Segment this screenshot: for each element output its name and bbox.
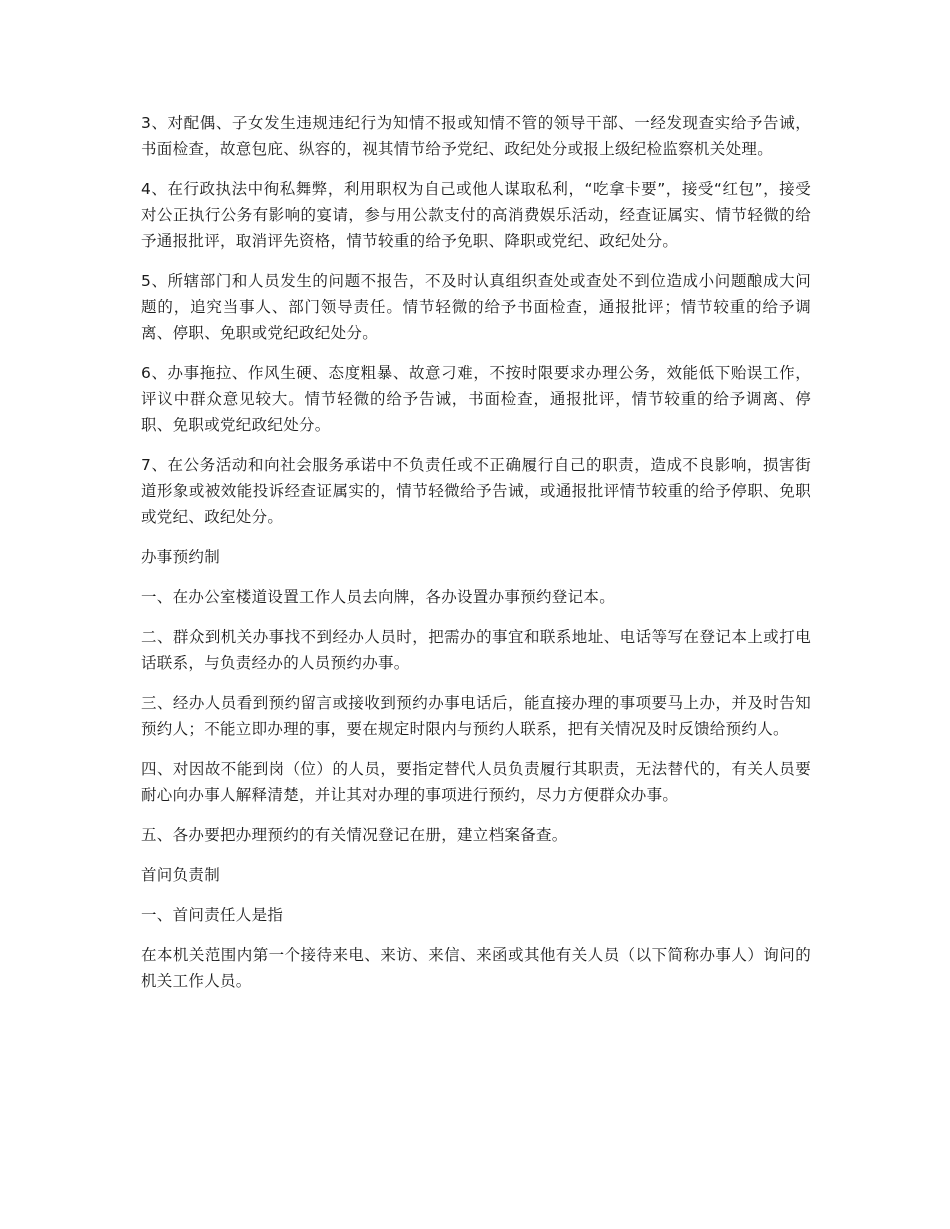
- first-inquiry-item-1: 一、首问责任人是指: [141, 906, 284, 924]
- section-title-first-inquiry: 首问负责制: [141, 866, 221, 884]
- paragraph-rule-6: 6、办事拖拉、作风生硬、态度粗暴、故意刁难，不按时限要求办理公务，效能低下贻误工作，评议中群众意见较大。情节轻微的给予告诫，书面检查，通报批评，情节较重的给予调离、停职、免职或党纪政纪处分。: [141, 364, 811, 434]
- appointment-item-1: 一、在办公室楼道设置工作人员去向牌，各办设置办事预约登记本。: [141, 588, 616, 606]
- appointment-item-5: 五、各办要把办理预约的有关情况登记在册，建立档案备查。: [141, 826, 568, 844]
- first-inquiry-item-2: 在本机关范围内第一个接待来电、来访、来信、来函或其他有关人员（以下简称办事人）询问的机关工作人员。: [141, 946, 811, 990]
- appointment-item-2: 二、群众到机关办事找不到经办人员时，把需办的事宜和联系地址、电话等写在登记本上或打电话联系，与负责经办的人员预约办事。: [141, 628, 811, 672]
- paragraph-rule-3: 3、对配偶、子女发生违规违纪行为知情不报或知情不管的领导干部、一经发现查实给予告诫，书面检查，故意包庇、纵容的，视其情节给予党纪、政纪处分或报上级纪检监察机关处理。: [141, 114, 811, 158]
- paragraph-rule-4: 4、在行政执法中徇私舞弊，利用职权为自己或他人谋取私利，“吃拿卡要”，接受“红包”，接受对公正执行公务有影响的宴请，参与用公款支付的高消费娱乐活动，经查证属实、情节轻微的给予通报批评，取消评先资格，情节较重的给予免职、降职或党纪、政纪处分。: [141, 180, 811, 250]
- appointment-item-4: 四、对因故不能到岗（位）的人员，要指定替代人员负责履行其职责，无法替代的，有关人员要耐心向办事人解释清楚，并让其对办理的事项进行预约，尽力方便群众办事。: [141, 760, 811, 804]
- document-page: [141, 110, 811, 1008]
- paragraph-rule-5: 5、所辖部门和人员发生的问题不报告，不及时认真组织查处或查处不到位造成小问题酿成大问题的，追究当事人、部门领导责任。情节轻微的给予书面检查，通报批评；情节较重的给予调离、停职、免职或党纪政纪处分。: [141, 272, 811, 342]
- appointment-item-3: 三、经办人员看到预约留言或接收到预约办事电话后，能直接办理的事项要马上办，并及时告知预约人；不能立即办理的事，要在规定时限内与预约人联系，把有关情况及时反馈给预约人。: [141, 694, 811, 738]
- section-title-appointment: 办事预约制: [141, 548, 221, 566]
- paragraph-rule-7: 7、在公务活动和向社会服务承诺中不负责任或不正确履行自己的职责，造成不良影响，损害街道形象或被效能投诉经查证属实的，情节轻微给予告诫，或通报批评情节较重的给予停职、免职或党纪、政纪处分。: [141, 456, 811, 526]
